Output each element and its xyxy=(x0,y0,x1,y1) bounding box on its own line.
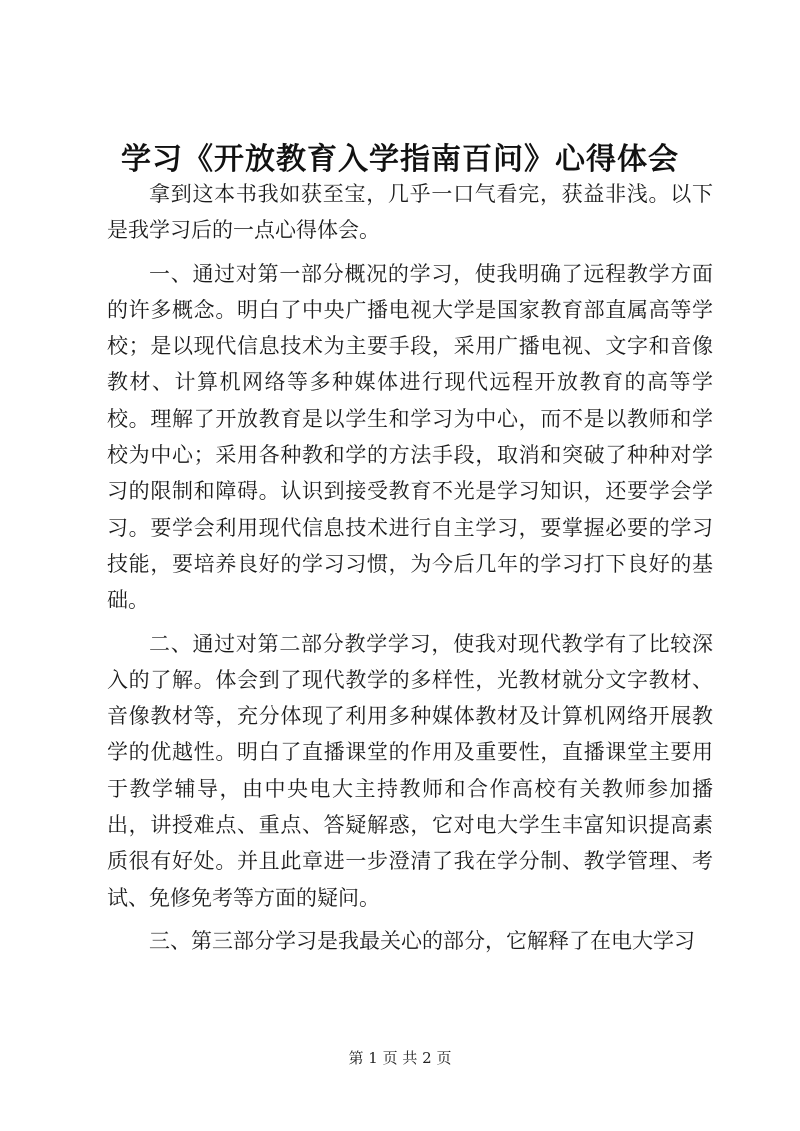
page-footer: 第 1 页 共 2 页 xyxy=(348,1049,452,1067)
paragraph-section-1: 一、通过对第一部分概况的学习，使我明确了远程教学方面的许多概念。明白了中央广播电视大学是国家教育部直属高等学校；是以现代信息技术为主要手段，采用广播电视、文字和音像教材、计算机网络等多种媒体进行现代远程开放教育的高等学校。理解了开放教育是以学生和学习为中心，而不是以教师和学校为中心；采用各种教和学的方法手段，取消和突破了种种对学习的限制和障碍。认识到接受教育不光是学习知识，还要学会学习。要学会利用现代信息技术进行自主学习，要掌握必要的学习技能，要培养良好的学习习惯，为今后几年的学习打下良好的基础。 xyxy=(107,261,713,613)
document-title: 学习《开放教育入学指南百问》心得体会 xyxy=(121,142,679,177)
paragraph-section-2: 二、通过对第二部分教学学习，使我对现代教学有了比较深入的了解。体会到了现代教学的多样性，光教材就分文字教材、音像教材等，充分体现了利用多种媒体教材及计算机网络开展教学的优越性。明白了直播课堂的作用及重要性，直播课堂主要用于教学辅导，由中央电大主持教师和合作高校有关教师参加播出，讲授难点、重点、答疑解惑，它对电大学生丰富知识提高素质很有好处。并且此章进一步澄清了我在学分制、教学管理、考试、免修免考等方面的疑问。 xyxy=(107,631,713,910)
paragraph-intro: 拿到这本书我如获至宝，几乎一口气看完，获益非浅。以下是我学习后的一点心得体会。 xyxy=(107,182,713,243)
paragraph-section-3: 三、第三部分学习是我最关心的部分，它解释了在电大学习 xyxy=(149,928,695,953)
document-body xyxy=(107,176,713,959)
